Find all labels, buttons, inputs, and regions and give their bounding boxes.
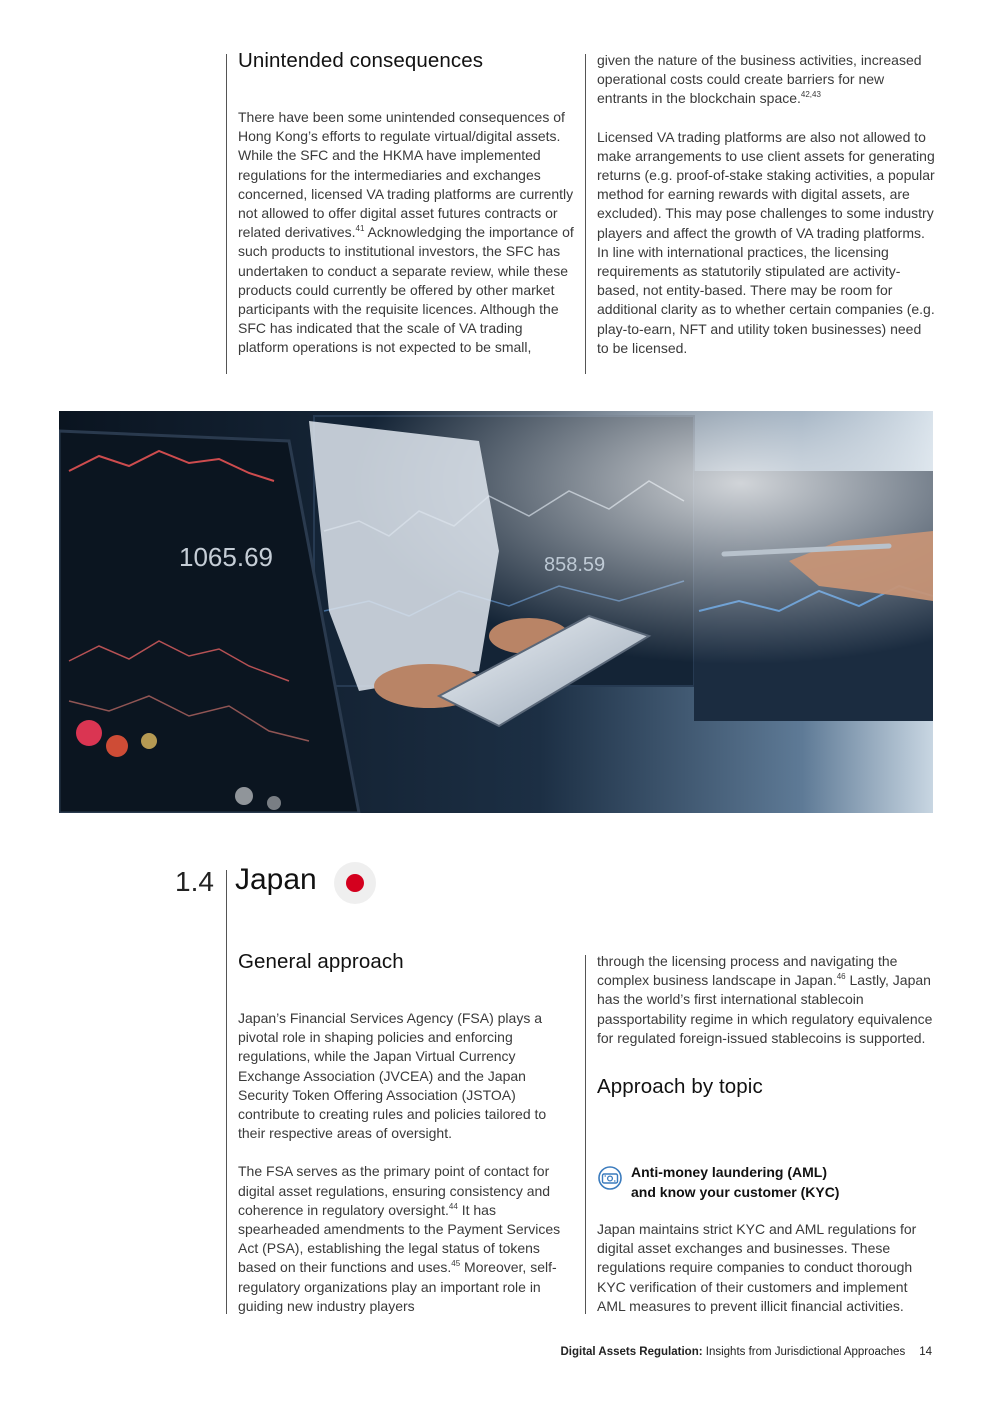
trading-screens-photo [59, 411, 933, 813]
aml-paragraph-block [597, 1220, 935, 1316]
footnote-ref: 45 [451, 1259, 461, 1269]
general-paragraph-1: Japan’s Financial Services Agency (FSA) plays a pivotal role in shaping policies and enforcing regulations, while the Japan Virtual Currency Exchange Association (JVCEA) and the Japan Security Token Offering Association (JSTOA) contribute to creating rules and policies tailored to their respective areas of oversight. [238, 1010, 547, 1142]
general-text-2b: It has spearheaded amendments to the Payment Services Act (PSA), establishing the legal status of tokens based on their functions and uses. [238, 1201, 561, 1276]
footnote-ref: 46 [836, 972, 846, 982]
footnote-ref: 44 [448, 1201, 458, 1211]
general-approach-heading: General approach [238, 950, 404, 973]
general-text-2c: Moreover, self-regulatory organizations play an important role in guiding new industry players [238, 1259, 557, 1314]
general-right-column [597, 952, 935, 1099]
section-title-rule [226, 870, 227, 1314]
page-number: 14 [919, 1346, 932, 1358]
unintended-right-paragraph-1 [597, 51, 935, 109]
unintended-right-paragraph-2: Licensed VA trading platforms are also not allowed to make arrangements to use client assets for generating returns (e.g. proof-of-stake staking activities, a popular method for earning rewards with digital assets, are excluded). This may pose challenges to some industry players and affect the growth of VA trading platforms. In line with international practices, the licensing requirements as statutorily stipulated are activity-based, not entity-based. There may be room for additional clarity as to whether certain companies (e.g. play-to-earn, NFT and utility token businesses) need to be licensed. [597, 128, 935, 356]
aml-paragraph: Japan maintains strict KYC and AML regulations for digital asset exchanges and businesses. These regulations require companies to conduct thorough KYC verification of their customers and implement AML measures to prevent illicit financial activities. [597, 1221, 917, 1314]
general-left-column [238, 950, 576, 1316]
general-text-2a: The FSA serves as the primary point of contact for digital asset regulations, ensuring consistency and coherence in regulatory oversight. [238, 1163, 551, 1218]
section-title: Japan [235, 863, 317, 896]
flag-sun [346, 874, 364, 892]
general-right-paragraph [597, 952, 935, 1048]
unintended-left-paragraph [238, 108, 576, 358]
footnote-ref: 42,43 [800, 90, 821, 100]
japan-flag-icon [334, 862, 376, 904]
page-footer [560, 1346, 932, 1358]
right-column-rule [585, 54, 586, 374]
footer-title-rest: Insights from Jurisdictional Approaches [702, 1346, 906, 1358]
approach-by-topic-heading: Approach by topic [597, 1075, 763, 1099]
general-right-text-b: Lastly, Japan has the world’s first international stablecoin passportability regime in which regulatory equivalence for regulated foreign-issued stablecoins is supported. [597, 972, 933, 1046]
aml-label-line-2: and know your customer (KYC) [631, 1183, 840, 1200]
screen-value-1: 1065.69 [179, 542, 273, 572]
unintended-left-column [238, 49, 576, 358]
unintended-heading: Unintended consequences [238, 49, 484, 72]
general-paragraph-2 [238, 1162, 576, 1316]
aml-kyc-icon [597, 1165, 623, 1191]
general-right-text-a: through the licensing process and navigating the complex business landscape in Japan. [597, 953, 898, 989]
unintended-right-column [597, 51, 935, 358]
unintended-right-text-1: given the nature of the business activities, increased operational costs could create barriers for new entrants in the blockchain space. [597, 52, 922, 107]
general-right-column-rule [585, 955, 586, 1314]
photo-illustration [59, 411, 933, 813]
section-number: 1.4 [175, 866, 214, 897]
unintended-left-text: There have been some unintended consequences of Hong Kong’s efforts to regulate virtual/digital assets. While the SFC and the HKMA have implemented regulations for the intermediaries and exchanges concerned, licensed VA trading platforms are currently not allowed to offer digital asset futures contracts or related derivatives. [238, 109, 574, 241]
footer-title-bold: Digital Assets Regulation: [560, 1346, 703, 1358]
left-column-rule [226, 54, 227, 374]
aml-label-line-1: Anti-money laundering (AML) [631, 1164, 827, 1180]
unintended-left-text-2: Acknowledging the importance of such products to institutional investors, the SFC has undertaken to conduct a separate review, while these products could currently be offered by other market participants with the requisite licences. Although the SFC has indicated that the scale of VA trading platform operations is not expected to be small, [238, 224, 574, 356]
footnote-ref: 41 [355, 224, 365, 234]
aml-kyc-label [631, 1163, 911, 1202]
